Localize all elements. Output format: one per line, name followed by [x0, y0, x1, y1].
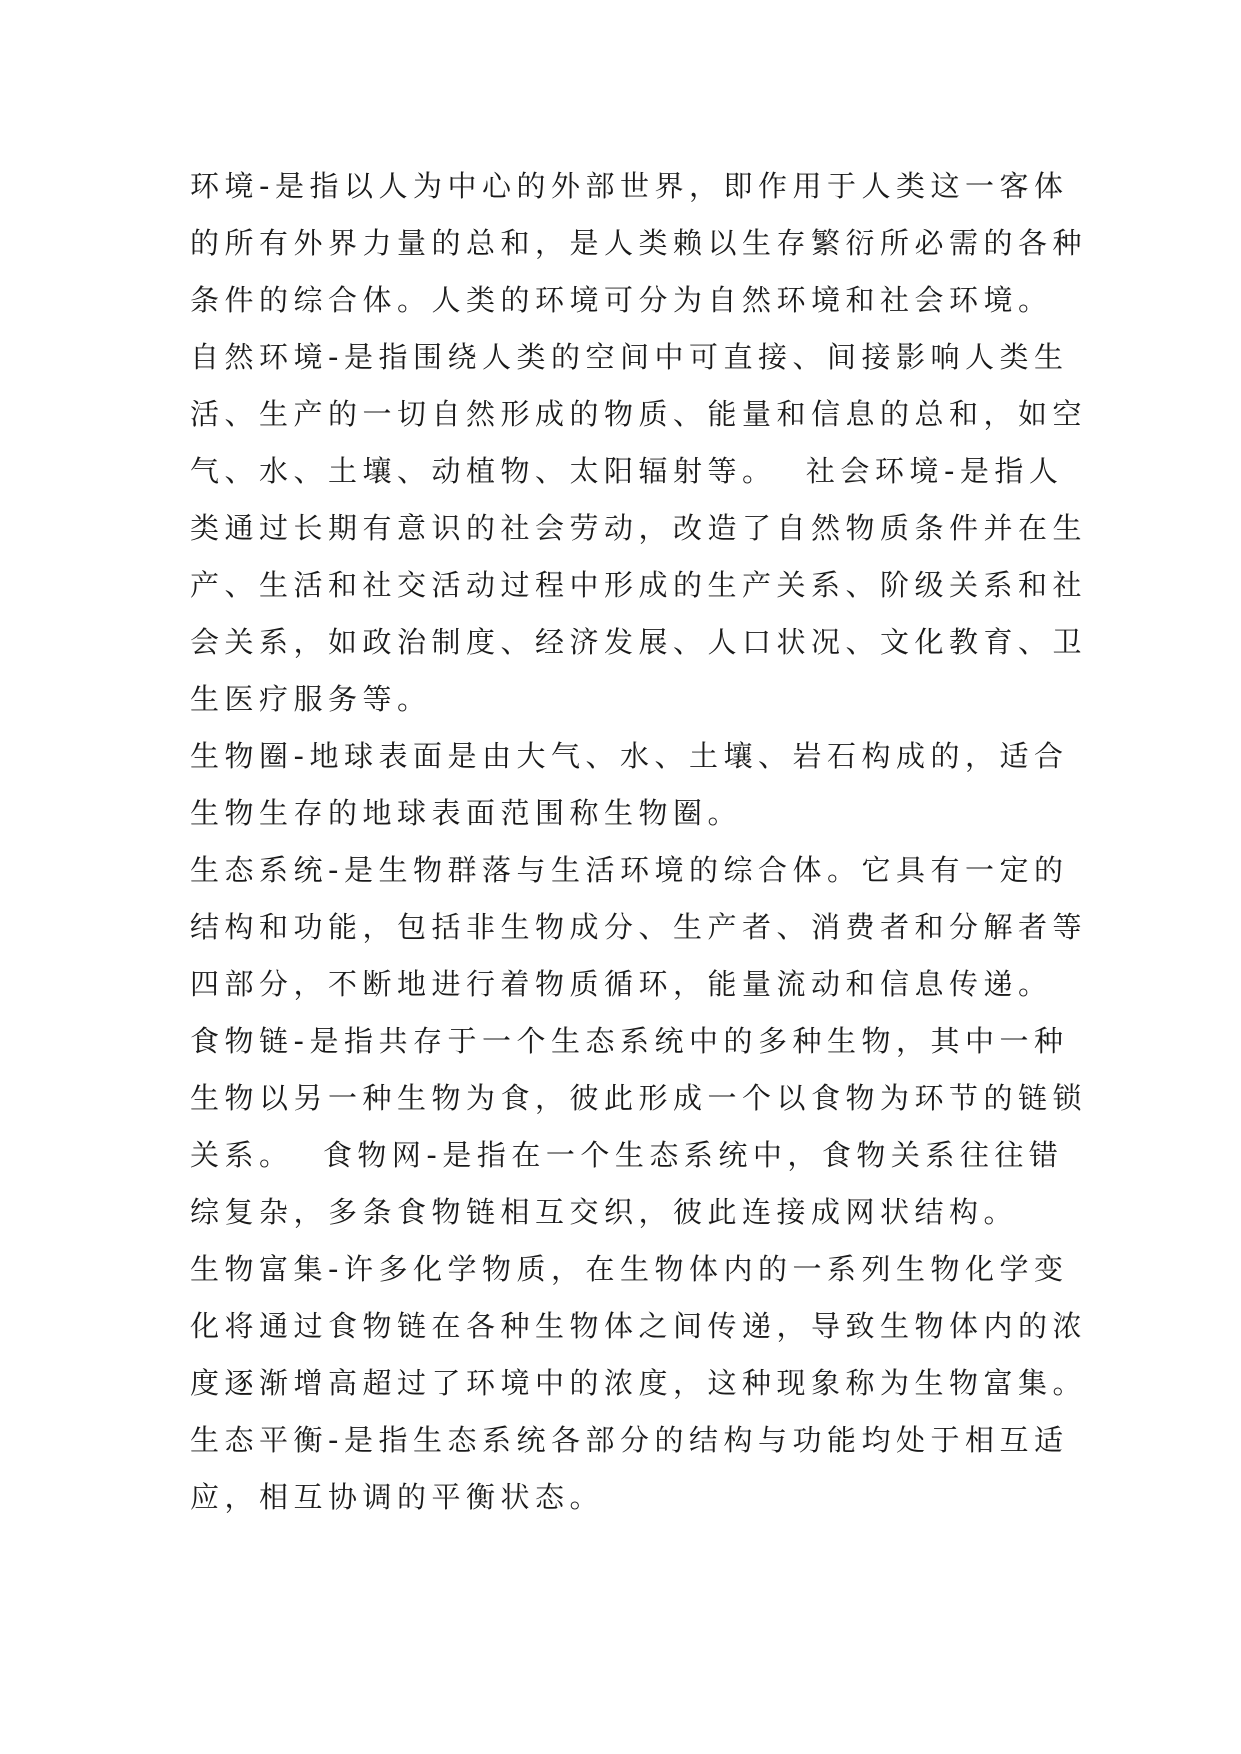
- text-line: 生物生存的地球表面范围称生物圈。: [190, 796, 743, 830]
- text-line: 生态平衡-是指生态系统各部分的结构与功能均处于相互适: [190, 1423, 1069, 1457]
- text-line: 自然环境-是指围绕人类的空间中可直接、间接影响人类生: [190, 340, 1069, 374]
- text-line: 的所有外界力量的总和，是人类赖以生存繁衍所必需的各种: [190, 226, 1088, 260]
- text-line: 条件的综合体。人类的环境可分为自然环境和社会环境。: [190, 283, 1053, 317]
- text-line: 会关系，如政治制度、经济发展、人口状况、文化教育、卫: [190, 625, 1088, 659]
- text-line: 度逐渐增高超过了环境中的浓度，这种现象称为生物富集。: [190, 1366, 1088, 1400]
- text-line: 生物富集-许多化学物质，在生物体内的一系列生物化学变: [190, 1252, 1069, 1286]
- text-line: 活、生产的一切自然形成的物质、能量和信息的总和，如空: [190, 397, 1088, 431]
- text-line: 四部分，不断地进行着物质循环，能量流动和信息传递。: [190, 967, 1053, 1001]
- text-line: 化将通过食物链在各种生物体之间传递，导致生物体内的浓: [190, 1309, 1088, 1343]
- text-line: 产、生活和社交活动过程中形成的生产关系、阶级关系和社: [190, 568, 1088, 602]
- text-line: 生医疗服务等。: [190, 682, 432, 716]
- text-line: 食物链-是指共存于一个生态系统中的多种生物，其中一种: [190, 1024, 1069, 1058]
- text-line: 类通过长期有意识的社会劳动，改造了自然物质条件并在生: [190, 511, 1088, 545]
- text-line: 结构和功能，包括非生物成分、生产者、消费者和分解者等: [190, 910, 1088, 944]
- text-line: 应，相互协调的平衡状态。: [190, 1480, 605, 1514]
- text-line: 生态系统-是生物群落与生活环境的综合体。它具有一定的: [190, 853, 1069, 887]
- text-line: 生物以另一种生物为食，彼此形成一个以食物为环节的链锁: [190, 1081, 1088, 1115]
- text-line: 综复杂，多条食物链相互交织，彼此连接成网状结构。: [190, 1195, 1019, 1229]
- text-line: 生物圈-地球表面是由大气、水、土壤、岩石构成的，适合: [190, 739, 1069, 773]
- text-line: 关系。 食物网-是指在一个生态系统中，食物关系往往错: [190, 1138, 1064, 1172]
- text-line: 气、水、土壤、动植物、太阳辐射等。 社会环境-是指人: [190, 454, 1064, 488]
- document-body: [190, 158, 1088, 1526]
- text-line: 环境-是指以人为中心的外部世界，即作用于人类这一客体: [190, 169, 1069, 203]
